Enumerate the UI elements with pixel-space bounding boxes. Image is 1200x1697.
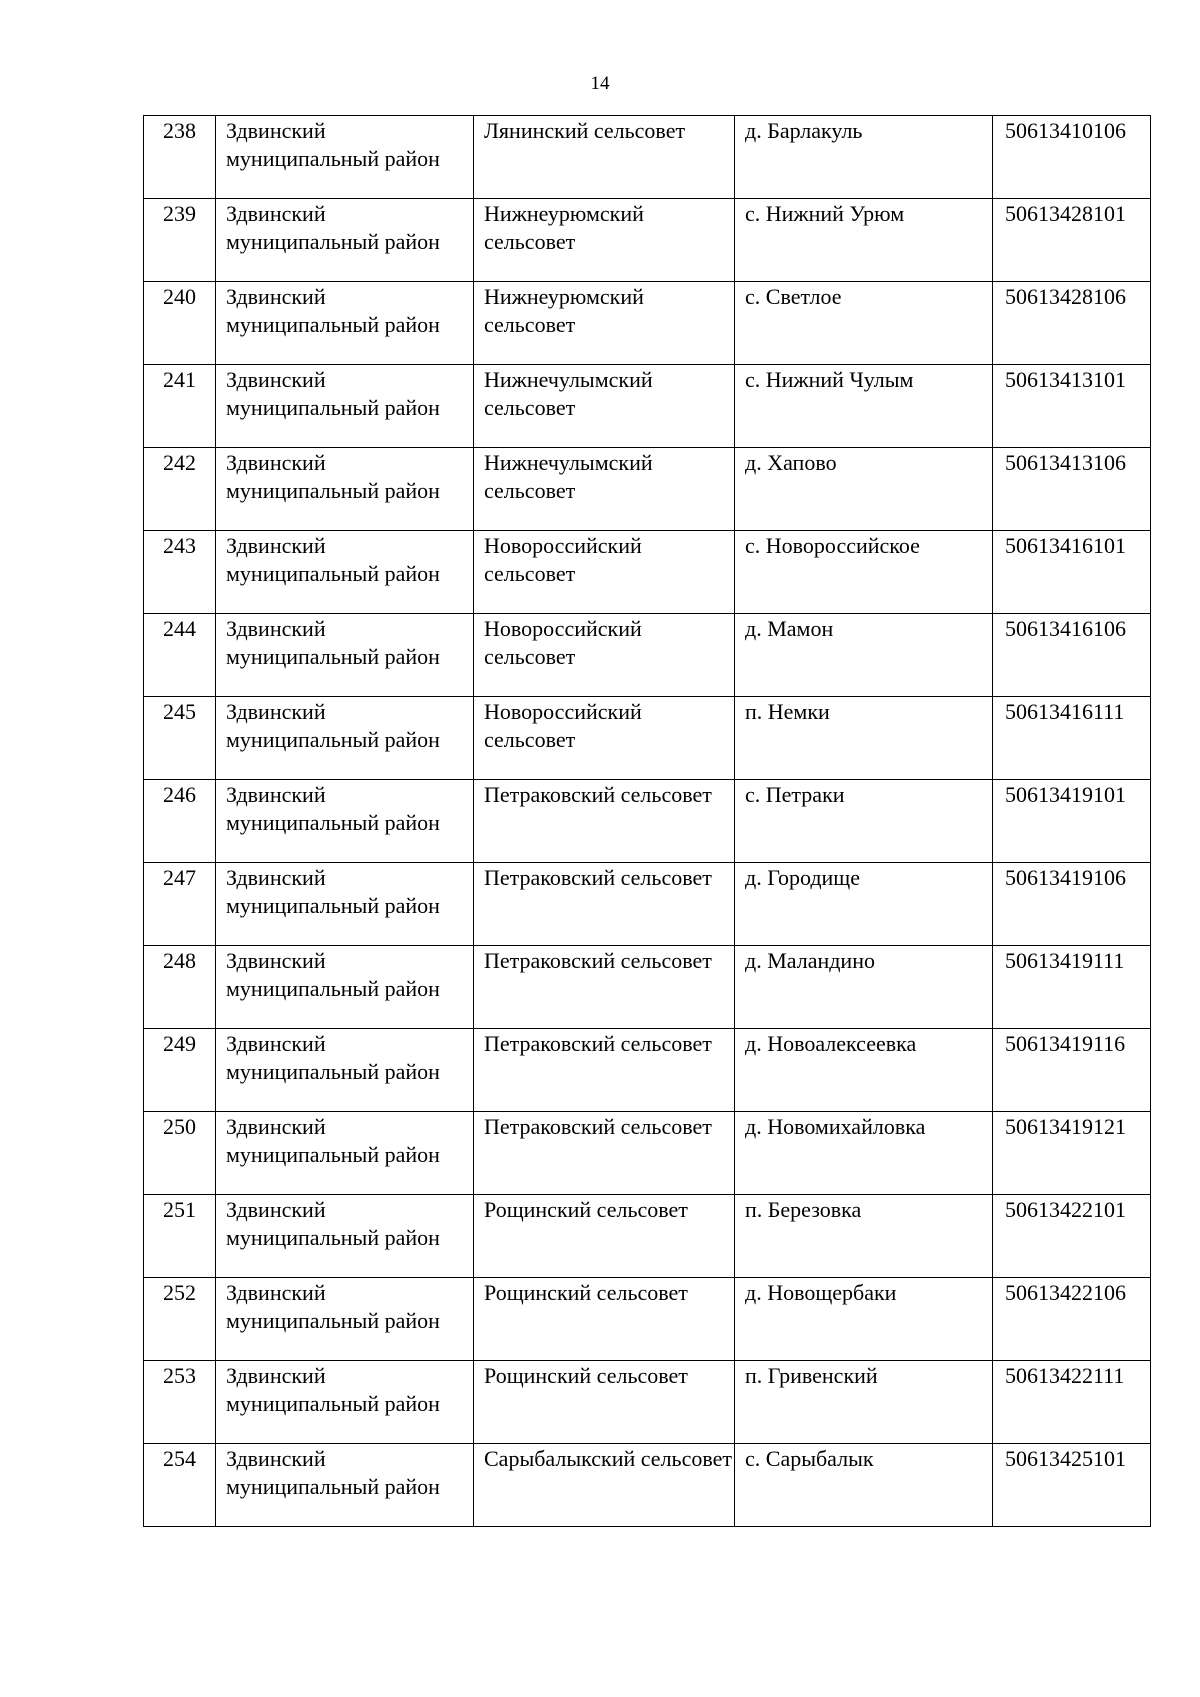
oktmo-code-cell: 50613428101	[993, 199, 1151, 282]
oktmo-code-cell: 50613425101	[993, 1444, 1151, 1527]
district-cell: Здвинский муниципальный район	[216, 697, 474, 780]
settlement-cell: с. Нижний Урюм	[735, 199, 993, 282]
settlement-cell: д. Городище	[735, 863, 993, 946]
district-cell: Здвинский муниципальный район	[216, 116, 474, 199]
settlement-cell: с. Светлое	[735, 282, 993, 365]
table-row	[144, 863, 1151, 946]
council-cell: Новороссийский сельсовет	[474, 614, 735, 697]
row-number-cell: 248	[144, 946, 216, 1029]
district-cell: Здвинский муниципальный район	[216, 1029, 474, 1112]
table-row	[144, 1029, 1151, 1112]
row-number-cell: 245	[144, 697, 216, 780]
oktmo-code-cell: 50613413106	[993, 448, 1151, 531]
council-cell: Нижнеурюмский сельсовет	[474, 199, 735, 282]
row-number-cell: 240	[144, 282, 216, 365]
row-number-cell: 244	[144, 614, 216, 697]
row-number-cell: 247	[144, 863, 216, 946]
district-cell: Здвинский муниципальный район	[216, 1361, 474, 1444]
council-cell: Рощинский сельсовет	[474, 1195, 735, 1278]
settlements-table	[143, 115, 1151, 1527]
council-cell: Нижнечулымский сельсовет	[474, 365, 735, 448]
council-cell: Петраковский сельсовет	[474, 1112, 735, 1195]
page-number: 14	[590, 73, 610, 94]
settlement-cell: с. Новороссийское	[735, 531, 993, 614]
row-number-cell: 254	[144, 1444, 216, 1527]
row-number-cell: 242	[144, 448, 216, 531]
table-row	[144, 697, 1151, 780]
council-cell: Новороссийский сельсовет	[474, 531, 735, 614]
table-row	[144, 1444, 1151, 1527]
table-row	[144, 282, 1151, 365]
oktmo-code-cell: 50613413101	[993, 365, 1151, 448]
district-cell: Здвинский муниципальный район	[216, 614, 474, 697]
council-cell: Петраковский сельсовет	[474, 946, 735, 1029]
district-cell: Здвинский муниципальный район	[216, 1278, 474, 1361]
oktmo-code-cell: 50613428106	[993, 282, 1151, 365]
settlement-cell: д. Маландино	[735, 946, 993, 1029]
table-row	[144, 116, 1151, 199]
council-cell: Новороссийский сельсовет	[474, 697, 735, 780]
row-number-cell: 253	[144, 1361, 216, 1444]
table-row	[144, 1112, 1151, 1195]
oktmo-code-cell: 50613419121	[993, 1112, 1151, 1195]
settlement-cell: д. Новоалексеевка	[735, 1029, 993, 1112]
table-row	[144, 1195, 1151, 1278]
table-row	[144, 946, 1151, 1029]
council-cell: Лянинский сельсовет	[474, 116, 735, 199]
oktmo-code-cell: 50613419106	[993, 863, 1151, 946]
table-body	[144, 116, 1151, 1527]
row-number-cell: 249	[144, 1029, 216, 1112]
settlement-cell: д. Новомихайловка	[735, 1112, 993, 1195]
district-cell: Здвинский муниципальный район	[216, 1112, 474, 1195]
table-row	[144, 1278, 1151, 1361]
settlement-cell: с. Петраки	[735, 780, 993, 863]
settlement-cell: д. Барлакуль	[735, 116, 993, 199]
table-row	[144, 199, 1151, 282]
district-cell: Здвинский муниципальный район	[216, 448, 474, 531]
council-cell: Сарыбалыкский сельсовет	[474, 1444, 735, 1527]
oktmo-code-cell: 50613419111	[993, 946, 1151, 1029]
district-cell: Здвинский муниципальный район	[216, 365, 474, 448]
settlement-cell: п. Березовка	[735, 1195, 993, 1278]
table-row	[144, 448, 1151, 531]
council-cell: Рощинский сельсовет	[474, 1361, 735, 1444]
table-row	[144, 365, 1151, 448]
oktmo-code-cell: 50613416101	[993, 531, 1151, 614]
row-number-cell: 252	[144, 1278, 216, 1361]
row-number-cell: 238	[144, 116, 216, 199]
settlement-cell: с. Нижний Чулым	[735, 365, 993, 448]
district-cell: Здвинский муниципальный район	[216, 1444, 474, 1527]
row-number-cell: 243	[144, 531, 216, 614]
council-cell: Нижнеурюмский сельсовет	[474, 282, 735, 365]
table-row	[144, 614, 1151, 697]
row-number-cell: 246	[144, 780, 216, 863]
oktmo-code-cell: 50613422106	[993, 1278, 1151, 1361]
row-number-cell: 241	[144, 365, 216, 448]
oktmo-code-cell: 50613419116	[993, 1029, 1151, 1112]
row-number-cell: 239	[144, 199, 216, 282]
table-row	[144, 1361, 1151, 1444]
table-row	[144, 780, 1151, 863]
settlement-cell: д. Хапово	[735, 448, 993, 531]
district-cell: Здвинский муниципальный район	[216, 946, 474, 1029]
oktmo-code-cell: 50613410106	[993, 116, 1151, 199]
settlement-cell: д. Новощербаки	[735, 1278, 993, 1361]
district-cell: Здвинский муниципальный район	[216, 199, 474, 282]
council-cell: Рощинский сельсовет	[474, 1278, 735, 1361]
district-cell: Здвинский муниципальный район	[216, 1195, 474, 1278]
oktmo-code-cell: 50613422111	[993, 1361, 1151, 1444]
row-number-cell: 250	[144, 1112, 216, 1195]
district-cell: Здвинский муниципальный район	[216, 282, 474, 365]
settlement-cell: п. Гривенский	[735, 1361, 993, 1444]
oktmo-code-cell: 50613422101	[993, 1195, 1151, 1278]
oktmo-code-cell: 50613416111	[993, 697, 1151, 780]
settlement-cell: с. Сарыбалык	[735, 1444, 993, 1527]
district-cell: Здвинский муниципальный район	[216, 780, 474, 863]
council-cell: Петраковский сельсовет	[474, 1029, 735, 1112]
table-row	[144, 531, 1151, 614]
row-number-cell: 251	[144, 1195, 216, 1278]
council-cell: Петраковский сельсовет	[474, 863, 735, 946]
settlement-cell: д. Мамон	[735, 614, 993, 697]
district-cell: Здвинский муниципальный район	[216, 531, 474, 614]
oktmo-code-cell: 50613419101	[993, 780, 1151, 863]
settlement-cell: п. Немки	[735, 697, 993, 780]
council-cell: Нижнечулымский сельсовет	[474, 448, 735, 531]
oktmo-code-cell: 50613416106	[993, 614, 1151, 697]
district-cell: Здвинский муниципальный район	[216, 863, 474, 946]
council-cell: Петраковский сельсовет	[474, 780, 735, 863]
